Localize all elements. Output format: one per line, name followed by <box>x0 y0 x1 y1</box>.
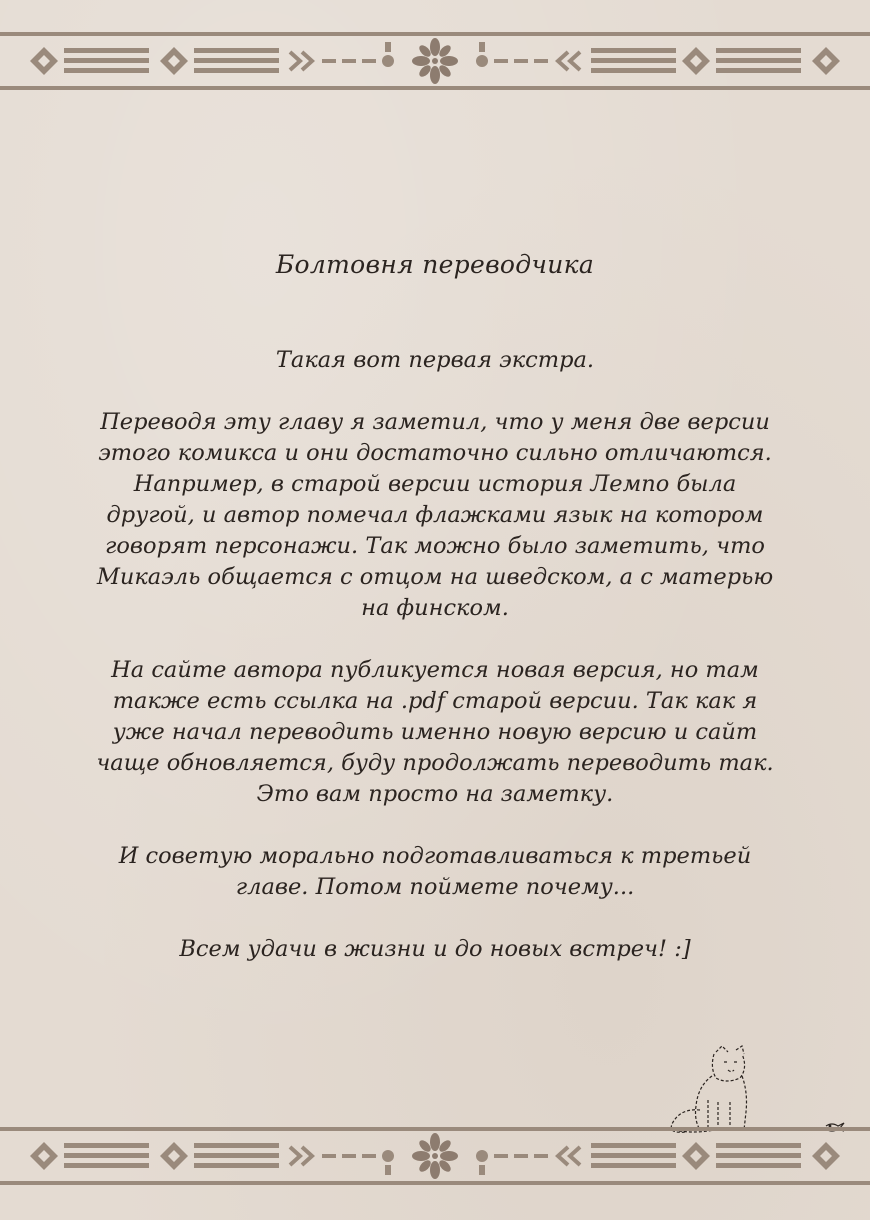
page-title: Болтовня переводчика <box>275 250 595 279</box>
top-chevron-right-icon <box>290 52 312 70</box>
top-drop-icon-right <box>479 42 485 52</box>
top-ornament-border <box>0 30 870 92</box>
bottom-chevron-right-icon <box>290 1147 312 1165</box>
top-flower-icon <box>412 38 458 84</box>
bottom-diamond-icon-4 <box>812 1142 840 1170</box>
top-right-ornament-group <box>476 42 840 75</box>
top-diamond-icon-4 <box>812 47 840 75</box>
top-diamond-icon-1 <box>30 47 58 75</box>
bottom-left-ornament-group <box>30 1142 394 1175</box>
bottom-diamond-icon-1 <box>30 1142 58 1170</box>
paragraph-5: Всем удачи в жизни и до новых встреч! :] <box>179 936 691 962</box>
translator-notes-body <box>95 345 775 996</box>
bottom-dot-icon-right <box>476 1150 488 1162</box>
bottom-ornament-border <box>0 1125 870 1187</box>
top-drop-icon-left <box>385 42 391 52</box>
paragraph-2: Переводя эту главу я заметил, что у меня две версии этого комикса и они достаточно сильно отличаются. Например, в старой версии история Лемпо была другой, и автор помечал флажками язык на котором говорят персонажи. Так можно было заметить, что Микаэль общается с отцом на шведском, а с матерью на финском. <box>96 409 774 621</box>
bottom-diamond-icon-2 <box>160 1142 188 1170</box>
top-diamond-icon-2 <box>160 47 188 75</box>
top-chevron-left-icon <box>558 52 580 70</box>
bottom-diamond-icon-3 <box>682 1142 710 1170</box>
top-diamond-icon-3 <box>682 47 710 75</box>
paragraph-3: На сайте автора публикуется новая версия, но там также есть ссылка на .pdf старой версии. Так как я уже начал переводить именно новую версию и сайт чаще обновляется, буду продолжать переводить так. Это вам просто на заметку. <box>96 657 774 807</box>
bottom-right-ornament-group <box>476 1142 840 1175</box>
paragraph-1: Такая вот первая экстра. <box>275 347 595 373</box>
top-dot-icon-right <box>476 55 488 67</box>
top-left-ornament-group <box>30 42 394 75</box>
bottom-drop-icon-right <box>479 1165 485 1175</box>
bottom-flower-icon <box>412 1133 458 1179</box>
bottom-dot-icon-left <box>382 1150 394 1162</box>
top-dot-icon-left <box>382 55 394 67</box>
bottom-chevron-left-icon <box>558 1147 580 1165</box>
paragraph-4: И советую морально подготавливаться к третьей главе. Потом поймете почему... <box>118 843 752 900</box>
bottom-drop-icon-left <box>385 1165 391 1175</box>
